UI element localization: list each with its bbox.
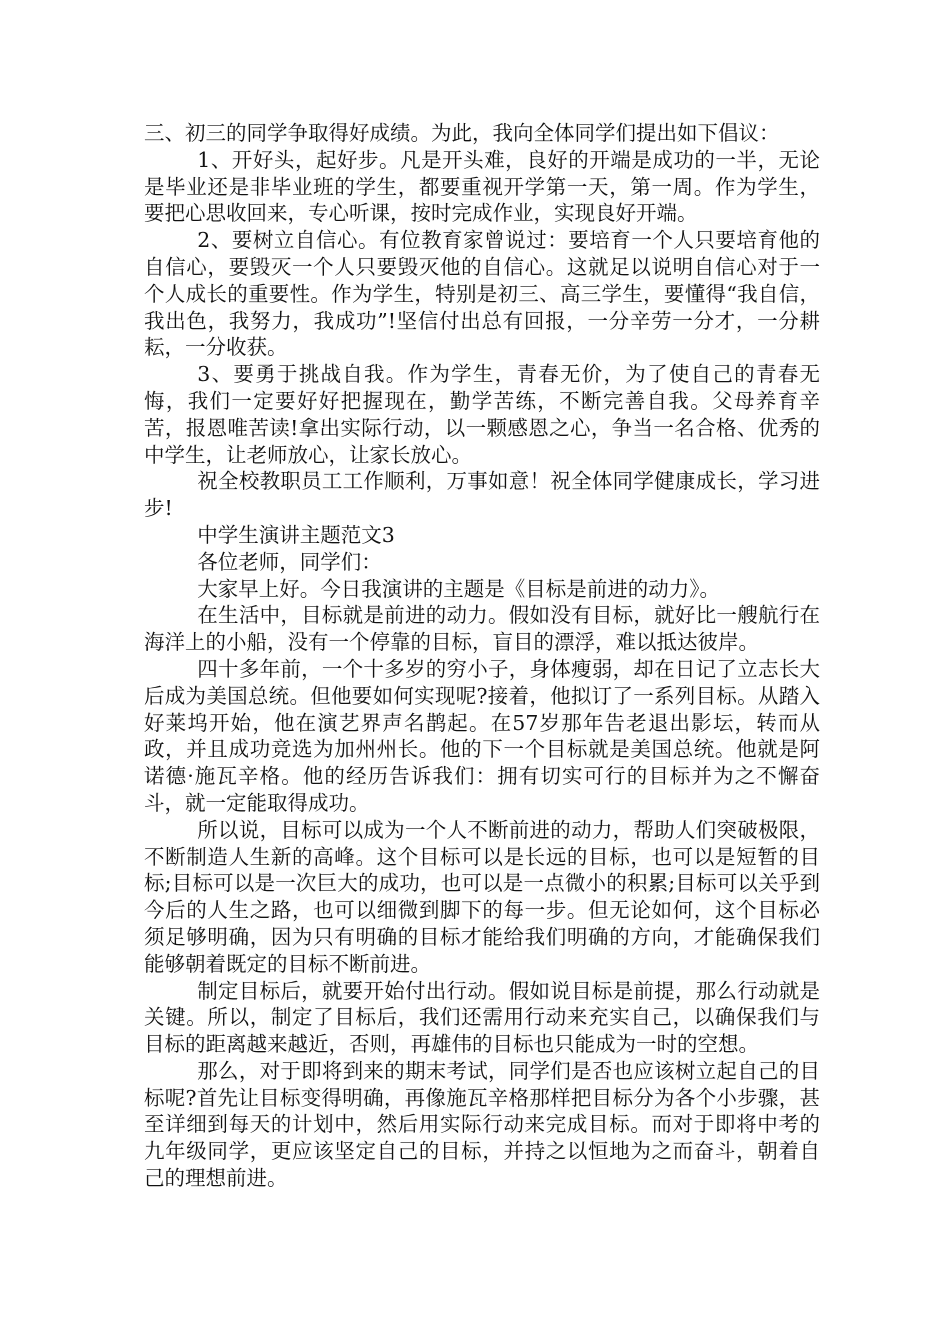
paragraph-wishes: 祝全校教职员工工作顺利，万事如意！祝全体同学健康成长，学习进步!	[144, 469, 820, 521]
paragraph-example-story: 四十多年前，一个十多岁的穷小子，身体瘦弱，却在日记了立志长大后成为美国总统。但他要如何实现呢?接着，他拟订了一系列目标。从踏入好莱坞开始，他在演艺界声名鹊起。在57岁那年告老退出影坛，转而从政，并且成功竞选为加州州长。他的下一个目标就是美国总统。他就是阿诺德·施瓦辛格。他的经历告诉我们：拥有切实可行的目标并为之不懈奋斗，就一定能取得成功。	[144, 656, 820, 815]
paragraph-exam: 那么，对于即将到来的期末考试，同学们是否也应该树立起自己的目标呢?首先让目标变得明确，再像施瓦辛格那样把目标分为各个小步骤，甚至详细到每天的计划中，然后用实际行动来完成目标。而对于即将中考的九年级同学，更应该坚定自己的目标，并持之以恒地为之而奋斗，朝着自己的理想前进。	[144, 1058, 820, 1191]
paragraph-point-1: 1、开好头，起好步。凡是开头难，良好的开端是成功的一半，无论是毕业还是非毕业班的学生，都要重视开学第一天，第一周。作为学生，要把心思收回来，专心听课，按时完成作业，实现良好开端。	[144, 147, 820, 226]
paragraph-greeting: 大家早上好。今日我演讲的主题是《目标是前进的动力》。	[197, 576, 721, 601]
paragraph-goal-motivation: 在生活中，目标就是前进的动力。假如没有目标，就好比一艘航行在海洋上的小船，没有一个停靠的目标，盲目的漂浮，难以抵达彼岸。	[144, 603, 820, 655]
paragraph-proposal-intro: 三、初三的同学争取得好成绩。为此，我向全体同学们提出如下倡议：	[144, 121, 780, 145]
document-body	[144, 120, 820, 1192]
paragraph-goal-types: 所以说，目标可以成为一个人不断前进的动力，帮助人们突破极限，不断制造人生新的高峰。这个目标可以是长远的目标，也可以是短暂的目标;目标可以是一次巨大的成功，也可以是一点微小的积累;目标可以关乎到今后的人生之路，也可以细微到脚下的每一步。但无论如何，这个目标必须足够明确，因为只有明确的目标才能给我们明确的方向，才能确保我们能够朝着既定的目标不断前进。	[144, 817, 820, 976]
paragraph-salutation: 各位老师，同学们：	[197, 549, 382, 574]
paragraph-point-3: 3、要勇于挑战自我。作为学生，青春无价，为了使自己的青春无悔，我们一定要好好把握现在，勤学苦练，不断完善自我。父母养育辛苦，报恩唯苦读!拿出实际行动，以一颗感恩之心，争当一名合格、优秀的中学生，让老师放心，让家长放心。	[144, 362, 820, 467]
paragraph-action: 制定目标后，就要开始付出行动。假如说目标是前提，那么行动就是关键。所以，制定了目标后，我们还需用行动来充实自己，以确保我们与目标的距离越来越近，否则，再雄伟的目标也只能成为一时的空想。	[144, 978, 820, 1057]
paragraph-point-2: 2、要树立自信心。有位教育家曾说过：要培育一个人只要培育他的自信心，要毁灭一个人只要毁灭他的自信心。这就足以说明自信心对于一个人成长的重要性。作为学生，特别是初三、高三学生，要懂得“我自信，我出色，我努力，我成功”!坚信付出总有回报，一分辛劳一分才，一分耕耘，一分收获。	[144, 228, 820, 360]
section-title: 中学生演讲主题范文3	[197, 522, 395, 547]
